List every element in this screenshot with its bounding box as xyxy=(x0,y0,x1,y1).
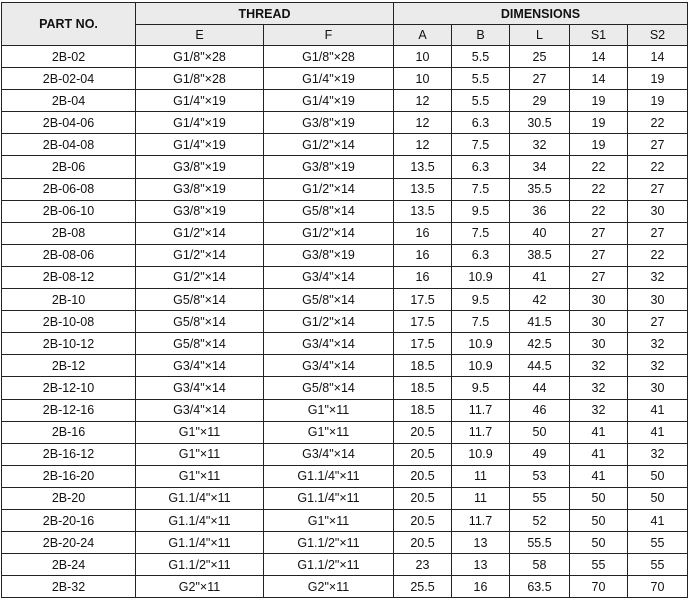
part-no-cell: 2B-24 xyxy=(2,554,136,576)
dim-s2-cell: 32 xyxy=(628,333,688,355)
dim-l-cell: 41 xyxy=(510,266,570,288)
dim-a-cell: 10 xyxy=(394,46,452,68)
thread-e-cell: G1/2"×14 xyxy=(136,244,264,266)
thread-e-cell: G1/2"×14 xyxy=(136,266,264,288)
thread-e-cell: G3/8"×19 xyxy=(136,200,264,222)
dim-s2-cell: 30 xyxy=(628,289,688,311)
dim-l-cell: 58 xyxy=(510,554,570,576)
dim-l-cell: 49 xyxy=(510,443,570,465)
dim-b-cell: 11 xyxy=(452,487,510,509)
dim-s1-cell: 50 xyxy=(570,532,628,554)
table-row xyxy=(2,554,688,576)
dim-a-cell: 18.5 xyxy=(394,377,452,399)
table-row xyxy=(2,487,688,509)
part-no-cell: 2B-20 xyxy=(2,487,136,509)
dim-s2-cell: 55 xyxy=(628,532,688,554)
thread-e-cell: G1/8"×28 xyxy=(136,68,264,90)
thread-e-cell: G3/4"×14 xyxy=(136,377,264,399)
table-row xyxy=(2,68,688,90)
header-e: E xyxy=(136,25,264,46)
dim-b-cell: 7.5 xyxy=(452,134,510,156)
table-row xyxy=(2,443,688,465)
dim-s1-cell: 30 xyxy=(570,289,628,311)
table-row xyxy=(2,90,688,112)
thread-f-cell: G1/4"×19 xyxy=(264,68,394,90)
dim-s1-cell: 19 xyxy=(570,112,628,134)
dim-a-cell: 12 xyxy=(394,112,452,134)
dim-s2-cell: 19 xyxy=(628,90,688,112)
dim-a-cell: 20.5 xyxy=(394,509,452,531)
table-row xyxy=(2,156,688,178)
dim-s1-cell: 41 xyxy=(570,443,628,465)
table-row xyxy=(2,46,688,68)
dim-s2-cell: 27 xyxy=(628,311,688,333)
dim-l-cell: 30.5 xyxy=(510,112,570,134)
dim-b-cell: 10.9 xyxy=(452,355,510,377)
dim-l-cell: 52 xyxy=(510,509,570,531)
dim-a-cell: 18.5 xyxy=(394,355,452,377)
table-body xyxy=(2,46,688,598)
dim-s1-cell: 19 xyxy=(570,90,628,112)
part-no-cell: 2B-32 xyxy=(2,576,136,598)
thread-e-cell: G3/4"×14 xyxy=(136,399,264,421)
dim-a-cell: 16 xyxy=(394,266,452,288)
dim-s2-cell: 22 xyxy=(628,112,688,134)
dim-b-cell: 11.7 xyxy=(452,421,510,443)
part-no-cell: 2B-12-10 xyxy=(2,377,136,399)
thread-f-cell: G1.1/2"×11 xyxy=(264,532,394,554)
dim-s2-cell: 50 xyxy=(628,487,688,509)
dim-l-cell: 63.5 xyxy=(510,576,570,598)
thread-f-cell: G1/2"×14 xyxy=(264,134,394,156)
dim-a-cell: 17.5 xyxy=(394,289,452,311)
dim-b-cell: 5.5 xyxy=(452,90,510,112)
dim-s2-cell: 27 xyxy=(628,222,688,244)
dim-s1-cell: 27 xyxy=(570,244,628,266)
dim-a-cell: 25.5 xyxy=(394,576,452,598)
thread-f-cell: G3/4"×14 xyxy=(264,443,394,465)
part-no-cell: 2B-16-12 xyxy=(2,443,136,465)
thread-e-cell: G1.1/4"×11 xyxy=(136,532,264,554)
dim-a-cell: 12 xyxy=(394,134,452,156)
header-dimensions: DIMENSIONS xyxy=(394,3,688,25)
thread-f-cell: G1/8"×28 xyxy=(264,46,394,68)
dim-a-cell: 17.5 xyxy=(394,333,452,355)
table-row xyxy=(2,377,688,399)
dim-a-cell: 10 xyxy=(394,68,452,90)
part-no-cell: 2B-02 xyxy=(2,46,136,68)
dim-s2-cell: 22 xyxy=(628,244,688,266)
part-no-cell: 2B-10-08 xyxy=(2,311,136,333)
dim-l-cell: 53 xyxy=(510,465,570,487)
dim-a-cell: 13.5 xyxy=(394,156,452,178)
dimensions-table xyxy=(1,2,688,598)
table-row xyxy=(2,532,688,554)
table-row xyxy=(2,134,688,156)
thread-e-cell: G5/8"×14 xyxy=(136,289,264,311)
part-no-cell: 2B-04-06 xyxy=(2,112,136,134)
dim-a-cell: 20.5 xyxy=(394,421,452,443)
thread-f-cell: G3/8"×19 xyxy=(264,156,394,178)
dim-a-cell: 20.5 xyxy=(394,487,452,509)
table-row xyxy=(2,244,688,266)
dim-s1-cell: 22 xyxy=(570,200,628,222)
thread-f-cell: G5/8"×14 xyxy=(264,289,394,311)
dim-b-cell: 11.7 xyxy=(452,399,510,421)
header-s2: S2 xyxy=(628,25,688,46)
dim-s1-cell: 30 xyxy=(570,311,628,333)
dim-s2-cell: 30 xyxy=(628,377,688,399)
header-part-no: PART NO. xyxy=(2,3,136,46)
dim-b-cell: 7.5 xyxy=(452,311,510,333)
thread-e-cell: G3/4"×14 xyxy=(136,355,264,377)
table-row xyxy=(2,112,688,134)
dim-b-cell: 7.5 xyxy=(452,222,510,244)
thread-f-cell: G3/8"×19 xyxy=(264,244,394,266)
dim-b-cell: 13 xyxy=(452,554,510,576)
dim-s2-cell: 32 xyxy=(628,443,688,465)
table-row xyxy=(2,222,688,244)
thread-f-cell: G3/8"×19 xyxy=(264,112,394,134)
thread-e-cell: G5/8"×14 xyxy=(136,311,264,333)
part-no-cell: 2B-08 xyxy=(2,222,136,244)
dim-l-cell: 32 xyxy=(510,134,570,156)
dim-b-cell: 6.3 xyxy=(452,112,510,134)
thread-e-cell: G1.1/4"×11 xyxy=(136,487,264,509)
dim-s1-cell: 70 xyxy=(570,576,628,598)
part-no-cell: 2B-12-16 xyxy=(2,399,136,421)
dim-s1-cell: 41 xyxy=(570,421,628,443)
thread-f-cell: G2"×11 xyxy=(264,576,394,598)
dim-b-cell: 5.5 xyxy=(452,46,510,68)
dim-l-cell: 35.5 xyxy=(510,178,570,200)
part-no-cell: 2B-04 xyxy=(2,90,136,112)
part-no-cell: 2B-08-12 xyxy=(2,266,136,288)
dim-b-cell: 11 xyxy=(452,465,510,487)
thread-f-cell: G1.1/4"×11 xyxy=(264,465,394,487)
dim-b-cell: 5.5 xyxy=(452,68,510,90)
dim-s2-cell: 50 xyxy=(628,465,688,487)
thread-e-cell: G1"×11 xyxy=(136,465,264,487)
thread-f-cell: G1.1/4"×11 xyxy=(264,487,394,509)
dim-b-cell: 10.9 xyxy=(452,333,510,355)
thread-e-cell: G5/8"×14 xyxy=(136,333,264,355)
dim-b-cell: 16 xyxy=(452,576,510,598)
dim-l-cell: 42 xyxy=(510,289,570,311)
thread-f-cell: G3/4"×14 xyxy=(264,355,394,377)
dim-l-cell: 38.5 xyxy=(510,244,570,266)
dim-b-cell: 9.5 xyxy=(452,289,510,311)
thread-f-cell: G3/4"×14 xyxy=(264,266,394,288)
dim-s1-cell: 32 xyxy=(570,399,628,421)
dim-s1-cell: 27 xyxy=(570,222,628,244)
table-row xyxy=(2,576,688,598)
table-row xyxy=(2,289,688,311)
dim-s2-cell: 70 xyxy=(628,576,688,598)
dim-s2-cell: 41 xyxy=(628,421,688,443)
part-no-cell: 2B-10-12 xyxy=(2,333,136,355)
part-no-cell: 2B-02-04 xyxy=(2,68,136,90)
dim-s2-cell: 14 xyxy=(628,46,688,68)
thread-e-cell: G1.1/2"×11 xyxy=(136,554,264,576)
thread-e-cell: G1/4"×19 xyxy=(136,90,264,112)
thread-e-cell: G1/2"×14 xyxy=(136,222,264,244)
thread-f-cell: G1/2"×14 xyxy=(264,222,394,244)
dim-b-cell: 6.3 xyxy=(452,244,510,266)
dim-s2-cell: 30 xyxy=(628,200,688,222)
dim-b-cell: 9.5 xyxy=(452,377,510,399)
thread-e-cell: G1"×11 xyxy=(136,443,264,465)
dim-l-cell: 42.5 xyxy=(510,333,570,355)
dim-l-cell: 36 xyxy=(510,200,570,222)
dim-s2-cell: 22 xyxy=(628,156,688,178)
dim-a-cell: 13.5 xyxy=(394,200,452,222)
dim-a-cell: 20.5 xyxy=(394,443,452,465)
thread-f-cell: G5/8"×14 xyxy=(264,200,394,222)
thread-e-cell: G1"×11 xyxy=(136,421,264,443)
thread-f-cell: G1"×11 xyxy=(264,509,394,531)
table-row xyxy=(2,178,688,200)
dim-s2-cell: 19 xyxy=(628,68,688,90)
table-row xyxy=(2,399,688,421)
thread-f-cell: G1.1/2"×11 xyxy=(264,554,394,576)
table-row xyxy=(2,333,688,355)
dim-s1-cell: 50 xyxy=(570,487,628,509)
dim-s2-cell: 41 xyxy=(628,509,688,531)
dim-s1-cell: 32 xyxy=(570,355,628,377)
thread-e-cell: G3/8"×19 xyxy=(136,156,264,178)
thread-f-cell: G1"×11 xyxy=(264,421,394,443)
dim-s1-cell: 27 xyxy=(570,266,628,288)
dim-l-cell: 25 xyxy=(510,46,570,68)
dim-b-cell: 11.7 xyxy=(452,509,510,531)
dim-s2-cell: 41 xyxy=(628,399,688,421)
dim-s1-cell: 50 xyxy=(570,509,628,531)
dim-s1-cell: 22 xyxy=(570,156,628,178)
dim-a-cell: 20.5 xyxy=(394,465,452,487)
part-no-cell: 2B-06-08 xyxy=(2,178,136,200)
dim-b-cell: 7.5 xyxy=(452,178,510,200)
thread-e-cell: G3/8"×19 xyxy=(136,178,264,200)
table-row xyxy=(2,266,688,288)
dim-l-cell: 29 xyxy=(510,90,570,112)
dim-a-cell: 17.5 xyxy=(394,311,452,333)
dim-a-cell: 12 xyxy=(394,90,452,112)
dim-s2-cell: 27 xyxy=(628,178,688,200)
dim-l-cell: 46 xyxy=(510,399,570,421)
dim-s2-cell: 55 xyxy=(628,554,688,576)
dim-a-cell: 13.5 xyxy=(394,178,452,200)
part-no-cell: 2B-20-16 xyxy=(2,509,136,531)
table-row xyxy=(2,465,688,487)
dim-s1-cell: 14 xyxy=(570,68,628,90)
dim-l-cell: 34 xyxy=(510,156,570,178)
dim-b-cell: 10.9 xyxy=(452,443,510,465)
header-f: F xyxy=(264,25,394,46)
header-l: L xyxy=(510,25,570,46)
table-row xyxy=(2,421,688,443)
dim-b-cell: 9.5 xyxy=(452,200,510,222)
part-no-cell: 2B-12 xyxy=(2,355,136,377)
dim-s1-cell: 22 xyxy=(570,178,628,200)
thread-f-cell: G1/2"×14 xyxy=(264,311,394,333)
header-b: B xyxy=(452,25,510,46)
thread-f-cell: G3/4"×14 xyxy=(264,333,394,355)
dim-s1-cell: 55 xyxy=(570,554,628,576)
dim-l-cell: 44.5 xyxy=(510,355,570,377)
thread-e-cell: G1.1/4"×11 xyxy=(136,509,264,531)
thread-e-cell: G2"×11 xyxy=(136,576,264,598)
dim-l-cell: 55 xyxy=(510,487,570,509)
dim-s1-cell: 19 xyxy=(570,134,628,156)
part-no-cell: 2B-16 xyxy=(2,421,136,443)
dim-b-cell: 13 xyxy=(452,532,510,554)
part-no-cell: 2B-08-06 xyxy=(2,244,136,266)
dim-s2-cell: 32 xyxy=(628,355,688,377)
table-row xyxy=(2,355,688,377)
thread-e-cell: G1/4"×19 xyxy=(136,134,264,156)
dim-l-cell: 40 xyxy=(510,222,570,244)
dim-s1-cell: 41 xyxy=(570,465,628,487)
dim-s2-cell: 32 xyxy=(628,266,688,288)
dim-a-cell: 16 xyxy=(394,244,452,266)
dim-l-cell: 41.5 xyxy=(510,311,570,333)
dim-l-cell: 50 xyxy=(510,421,570,443)
dim-a-cell: 23 xyxy=(394,554,452,576)
header-s1: S1 xyxy=(570,25,628,46)
thread-e-cell: G1/8"×28 xyxy=(136,46,264,68)
table-row xyxy=(2,200,688,222)
dim-b-cell: 10.9 xyxy=(452,266,510,288)
dim-s1-cell: 32 xyxy=(570,377,628,399)
dim-a-cell: 20.5 xyxy=(394,532,452,554)
thread-f-cell: G1"×11 xyxy=(264,399,394,421)
header-a: A xyxy=(394,25,452,46)
dim-s1-cell: 30 xyxy=(570,333,628,355)
header-thread: THREAD xyxy=(136,3,394,25)
dim-s1-cell: 14 xyxy=(570,46,628,68)
part-no-cell: 2B-06-10 xyxy=(2,200,136,222)
dim-b-cell: 6.3 xyxy=(452,156,510,178)
table-row xyxy=(2,509,688,531)
part-no-cell: 2B-20-24 xyxy=(2,532,136,554)
dim-a-cell: 16 xyxy=(394,222,452,244)
dim-l-cell: 44 xyxy=(510,377,570,399)
table-row xyxy=(2,311,688,333)
part-no-cell: 2B-06 xyxy=(2,156,136,178)
dim-a-cell: 18.5 xyxy=(394,399,452,421)
dim-l-cell: 55.5 xyxy=(510,532,570,554)
part-no-cell: 2B-16-20 xyxy=(2,465,136,487)
part-no-cell: 2B-04-08 xyxy=(2,134,136,156)
dim-s2-cell: 27 xyxy=(628,134,688,156)
thread-f-cell: G1/4"×19 xyxy=(264,90,394,112)
thread-f-cell: G5/8"×14 xyxy=(264,377,394,399)
thread-f-cell: G1/2"×14 xyxy=(264,178,394,200)
part-no-cell: 2B-10 xyxy=(2,289,136,311)
thread-e-cell: G1/4"×19 xyxy=(136,112,264,134)
dim-l-cell: 27 xyxy=(510,68,570,90)
